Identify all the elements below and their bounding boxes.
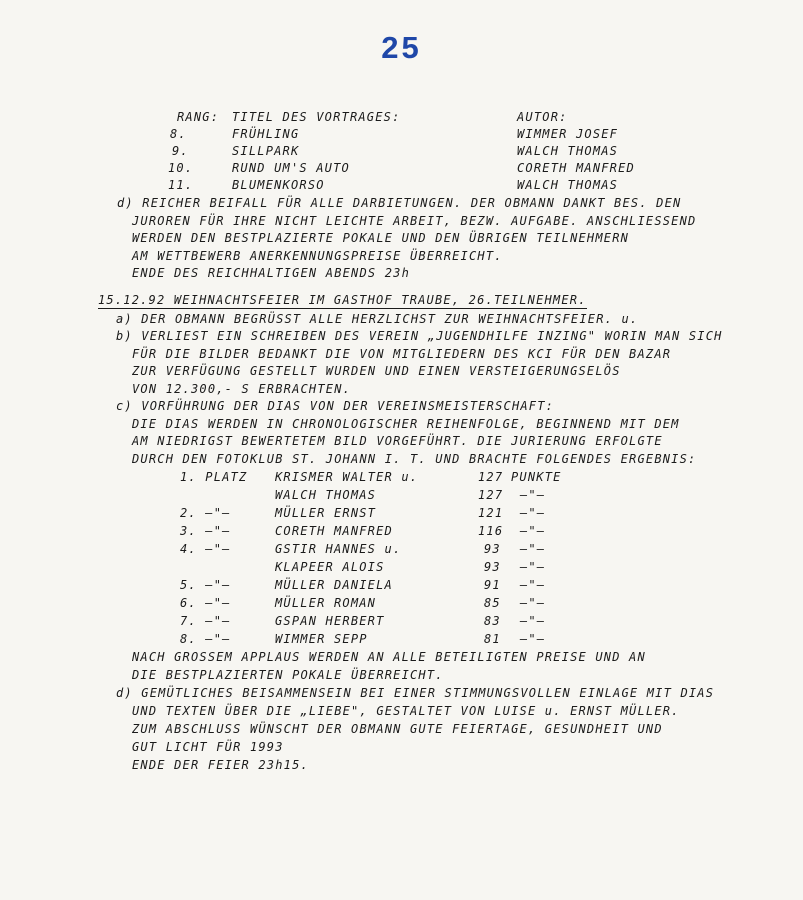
result-unit: –"– (520, 488, 546, 502)
result-place: 2. –"– (180, 506, 231, 520)
paragraph-line: d) GEMÜTLICHES BEISAMMENSEIN BEI EINER STIMMUNGSVOLLEN EINLAGE MIT DIAS (116, 686, 715, 700)
paragraph-line: JUROREN FÜR IHRE NICHT LEICHTE ARBEIT, BEZW. AUFGABE. ANSCHLIESSEND (132, 214, 697, 228)
paragraph-line: d) REICHER BEIFALL FÜR ALLE DARBIETUNGEN. DER OBMANN DANKT BES. DEN (117, 196, 682, 210)
result-points: 116 (478, 524, 504, 538)
result-points: 83 (484, 614, 501, 628)
paragraph-line: ZUM ABSCHLUSS WÜNSCHT DER OBMANN GUTE FEIERTAGE, GESUNDHEIT UND (132, 722, 663, 736)
paragraph-line: ZUR VERFÜGUNG GESTELLT WURDEN UND EINEN VERSTEIGERUNGSELÖS (132, 364, 621, 378)
result-points: 93 (484, 542, 501, 556)
result-name: WIMMER SEPP (275, 632, 368, 646)
result-unit: –"– (520, 596, 546, 610)
paragraph-line: c) VORFÜHRUNG DER DIAS VON DER VEREINSMEISTERSCHAFT: (116, 399, 555, 413)
result-place: 5. –"– (180, 578, 231, 592)
result-points: 127 (478, 470, 504, 484)
result-unit: –"– (520, 614, 546, 628)
result-place: 1. PLATZ (180, 470, 248, 484)
result-place: 4. –"– (180, 542, 231, 556)
row-title: BLUMENKORSO (232, 178, 325, 192)
result-name: KRISMER WALTER u. (275, 470, 419, 484)
paragraph-line: DIE DIAS WERDEN IN CHRONOLOGISCHER REIHENFOLGE, BEGINNEND MIT DEM (132, 417, 680, 431)
paragraph-line: FÜR DIE BILDER BEDANKT DIE VON MITGLIEDERN DES KCI FÜR DEN BAZAR (132, 347, 672, 361)
row-rank: 11. (168, 178, 194, 192)
result-points: 81 (484, 632, 501, 646)
paragraph-line: UND TEXTEN ÜBER DIE „LIEBE", GESTALTET VON LUISE u. ERNST MÜLLER. (132, 704, 680, 718)
paragraph-line: WERDEN DEN BESTPLAZIERTE POKALE UND DEN ÜBRIGEN TEILNEHMERN (132, 231, 630, 245)
result-unit: –"– (520, 632, 546, 646)
col-header-rank: RANG: (177, 110, 220, 124)
result-name: GSPAN HERBERT (275, 614, 385, 628)
result-name: MÜLLER ROMAN (275, 596, 377, 610)
section-heading-weihnachtsfeier: 15.12.92 WEIHNACHTSFEIER IM GASTHOF TRAUBE, 26.TEILNEHMER. (98, 293, 587, 307)
result-points: 127 (478, 488, 504, 502)
paragraph-line: ENDE DES REICHHALTIGEN ABENDS 23h (132, 266, 411, 280)
paragraph-line: a) DER OBMANN BEGRÜSST ALLE HERZLICHST ZUR WEIHNACHTSFEIER. u. (116, 312, 639, 326)
row-rank: 10. (168, 161, 194, 175)
result-name: MÜLLER DANIELA (275, 578, 393, 592)
paragraph-line: b) VERLIEST EIN SCHREIBEN DES VEREIN „JUGENDHILFE INZING" WORIN MAN SICH (116, 329, 723, 343)
result-unit: –"– (520, 524, 546, 538)
page-number: 25 (381, 30, 422, 65)
result-points: 85 (484, 596, 501, 610)
result-place: 3. –"– (180, 524, 231, 538)
result-name: GSTIR HANNES u. (275, 542, 402, 556)
row-title: FRÜHLING (232, 127, 300, 141)
result-points: 91 (484, 578, 501, 592)
result-unit: PUNKTE (511, 470, 562, 484)
result-unit: –"– (520, 578, 546, 592)
row-title: SILLPARK (232, 144, 300, 158)
row-rank: 9. (172, 144, 189, 158)
result-unit: –"– (520, 560, 546, 574)
paragraph-line: DIE BESTPLAZIERTEN POKALE ÜBERREICHT. (132, 668, 444, 682)
row-author: WALCH THOMAS (517, 178, 619, 192)
paragraph-line: DURCH DEN FOTOKLUB ST. JOHANN I. T. UND BRACHTE FOLGENDES ERGEBNIS: (132, 452, 697, 466)
result-place: 7. –"– (180, 614, 231, 628)
paragraph-line: NACH GROSSEM APPLAUS WERDEN AN ALLE BETEILIGTEN PREISE UND AN (132, 650, 646, 664)
result-points: 93 (484, 560, 501, 574)
col-header-title: TITEL DES VORTRAGES: (232, 110, 401, 124)
result-place: 6. –"– (180, 596, 231, 610)
result-name: MÜLLER ERNST (275, 506, 377, 520)
result-points: 121 (478, 506, 504, 520)
row-author: WALCH THOMAS (517, 144, 619, 158)
result-place: 8. –"– (180, 632, 231, 646)
result-name: KLAPEER ALOIS (275, 560, 385, 574)
paragraph-line: VON 12.300,- S ERBRACHTEN. (132, 382, 352, 396)
paragraph-line: AM NIEDRIGST BEWERTETEM BILD VORGEFÜHRT. DIE JURIERUNG ERFOLGTE (132, 434, 663, 448)
paragraph-line: GUT LICHT FÜR 1993 (132, 740, 284, 754)
result-unit: –"– (520, 506, 546, 520)
row-rank: 8. (170, 127, 187, 141)
row-author: WIMMER JOSEF (517, 127, 619, 141)
paragraph-line: ENDE DER FEIER 23h15. (132, 758, 309, 772)
row-author: CORETH MANFRED (517, 161, 635, 175)
result-name: WALCH THOMAS (275, 488, 377, 502)
col-header-author: AUTOR: (517, 110, 568, 124)
paragraph-line: AM WETTBEWERB ANERKENNUNGSPREISE ÜBERREICHT. (132, 249, 503, 263)
result-unit: –"– (520, 542, 546, 556)
row-title: RUND UM'S AUTO (232, 161, 350, 175)
result-name: CORETH MANFRED (275, 524, 393, 538)
